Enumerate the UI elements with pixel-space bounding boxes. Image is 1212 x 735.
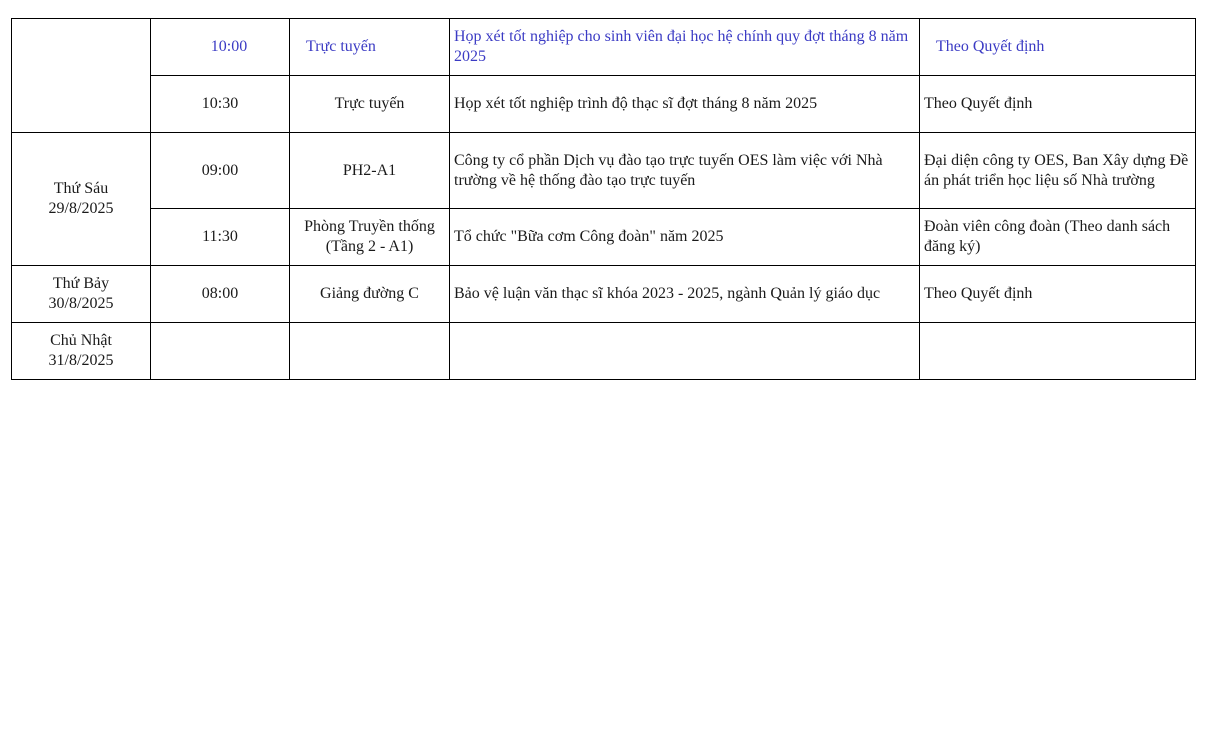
day-cell — [12, 19, 151, 133]
participants-cell: Theo Quyết định — [920, 19, 1196, 76]
table-row — [12, 209, 1196, 266]
time-cell: 10:00 — [151, 19, 290, 76]
content-cell: Tổ chức "Bữa cơm Công đoàn" năm 2025 — [450, 209, 920, 266]
day-name: Thứ Sáu — [53, 180, 109, 197]
day-date: 31/8/2025 — [48, 352, 114, 369]
place-cell: Giảng đường C — [290, 266, 450, 323]
table-row — [12, 19, 1196, 76]
time-cell: 10:30 — [151, 76, 290, 133]
day-cell — [12, 133, 151, 266]
content-cell: Bảo vệ luận văn thạc sĩ khóa 2023 - 2025, ngành Quản lý giáo dục — [450, 266, 920, 323]
day-name: Thứ Bảy — [52, 275, 110, 292]
day-name: Chủ Nhật — [50, 332, 112, 349]
content-cell: Họp xét tốt nghiệp trình độ thạc sĩ đợt tháng 8 năm 2025 — [450, 76, 920, 133]
place-line-1: Phòng Truyền thống — [304, 218, 435, 235]
participants-cell: Theo Quyết định — [920, 76, 1196, 133]
time-cell — [151, 323, 290, 380]
place-cell — [290, 323, 450, 380]
place-cell — [290, 209, 450, 266]
content-cell: Công ty cổ phần Dịch vụ đào tạo trực tuyến OES làm việc với Nhà trường về hệ thống đào tạo trực tuyến — [450, 133, 920, 209]
table-row — [12, 266, 1196, 323]
place-cell: Trực tuyến — [290, 76, 450, 133]
content-cell — [450, 323, 920, 380]
place-cell: PH2-A1 — [290, 133, 450, 209]
place-line-2: (Tầng 2 - A1) — [325, 238, 414, 255]
participants-cell: Theo Quyết định — [920, 266, 1196, 323]
day-cell — [12, 266, 151, 323]
participants-cell — [920, 323, 1196, 380]
time-cell: 09:00 — [151, 133, 290, 209]
table-row — [12, 76, 1196, 133]
participants-cell: Đại diện công ty OES, Ban Xây dựng Đề án phát triển học liệu số Nhà trường — [920, 133, 1196, 209]
table-row — [12, 323, 1196, 380]
time-cell: 08:00 — [151, 266, 290, 323]
time-cell: 11:30 — [151, 209, 290, 266]
participants-cell: Đoàn viên công đoàn (Theo danh sách đăng ký) — [920, 209, 1196, 266]
table-row — [12, 133, 1196, 209]
place-cell: Trực tuyến — [290, 19, 450, 76]
content-cell: Họp xét tốt nghiệp cho sinh viên đại học hệ chính quy đợt tháng 8 năm 2025 — [450, 19, 920, 76]
day-date: 29/8/2025 — [48, 200, 114, 217]
day-date: 30/8/2025 — [48, 295, 114, 312]
schedule-table — [11, 18, 1196, 380]
day-cell — [12, 323, 151, 380]
